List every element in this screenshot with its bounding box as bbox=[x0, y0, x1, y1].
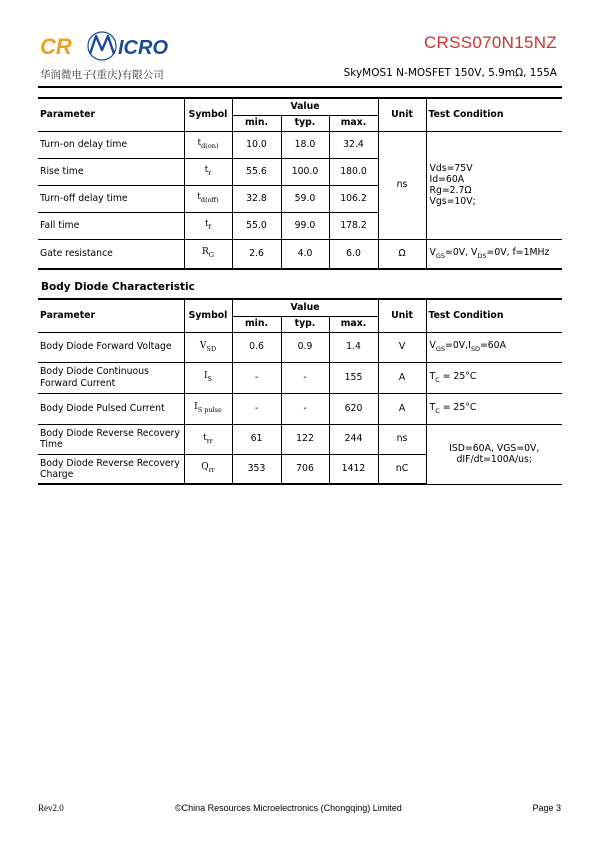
value-max: 1.4 bbox=[329, 332, 378, 362]
unit-cell: Ω bbox=[378, 239, 426, 269]
table-row bbox=[38, 239, 562, 269]
param-name: Body Diode Forward Voltage bbox=[38, 332, 184, 362]
header-typ: typ. bbox=[281, 316, 329, 332]
value-max: 620 bbox=[329, 393, 378, 424]
body-diode-table bbox=[38, 298, 562, 485]
company-logo bbox=[40, 28, 180, 64]
header-max: max. bbox=[329, 316, 378, 332]
table-row bbox=[38, 131, 562, 158]
section-title: Body Diode Characteristic bbox=[41, 281, 195, 293]
value-max: 178.2 bbox=[329, 212, 378, 239]
value-max: 155 bbox=[329, 362, 378, 393]
header-value: Value bbox=[232, 299, 378, 316]
param-name: Rise time bbox=[38, 158, 184, 185]
table-row bbox=[38, 393, 562, 424]
value-max: 32.4 bbox=[329, 131, 378, 158]
test-condition: $V_{GS}=0V,I_{SD}=60A$ bbox=[426, 332, 562, 362]
unit-cell: A bbox=[378, 393, 426, 424]
value-min: 55.0 bbox=[232, 212, 281, 239]
value-typ: 99.0 bbox=[281, 212, 329, 239]
param-symbol: $V_{SD}$ bbox=[184, 332, 232, 362]
part-number: CRSS070N15NZ bbox=[423, 33, 557, 52]
value-typ: 59.0 bbox=[281, 185, 329, 212]
header-min: min. bbox=[232, 115, 281, 131]
unit-cell: A bbox=[378, 362, 426, 393]
param-symbol: $R_G$ bbox=[184, 239, 232, 269]
param-name: Body Diode Reverse Recovery Time bbox=[38, 424, 184, 454]
company-name-cn: 华润微电子(重庆)有限公司 bbox=[40, 69, 164, 81]
param-symbol: $I_{S pulse}$ bbox=[184, 393, 232, 424]
value-typ: 100.0 bbox=[281, 158, 329, 185]
param-name: Body Diode Reverse Recovery Charge bbox=[38, 454, 184, 484]
svg-text:ICRO: ICRO bbox=[118, 37, 168, 59]
header-test-condition: Test Condition bbox=[426, 299, 562, 332]
value-typ: 122 bbox=[281, 424, 329, 454]
value-typ: 18.0 bbox=[281, 131, 329, 158]
param-name: Body Diode Continuous Forward Current bbox=[38, 362, 184, 393]
svg-text:CR: CR bbox=[40, 34, 72, 59]
table-row bbox=[38, 332, 562, 362]
header-unit: Unit bbox=[378, 98, 426, 131]
unit-cell: V bbox=[378, 332, 426, 362]
value-min: 55.6 bbox=[232, 158, 281, 185]
param-symbol: $t_f$ bbox=[184, 212, 232, 239]
table-row bbox=[38, 362, 562, 393]
revision-label: Rev2.0 bbox=[38, 803, 64, 813]
param-name: Fall time bbox=[38, 212, 184, 239]
value-typ: 0.9 bbox=[281, 332, 329, 362]
unit-cell: ns bbox=[378, 131, 426, 239]
param-name: Turn-on delay time bbox=[38, 131, 184, 158]
value-min: 0.6 bbox=[232, 332, 281, 362]
header-test-condition: Test Condition bbox=[426, 98, 562, 131]
value-min: 10.0 bbox=[232, 131, 281, 158]
value-min: - bbox=[232, 393, 281, 424]
value-min: 32.8 bbox=[232, 185, 281, 212]
header-typ: typ. bbox=[281, 115, 329, 131]
header-divider bbox=[38, 86, 562, 88]
value-max: 244 bbox=[329, 424, 378, 454]
value-max: 1412 bbox=[329, 454, 378, 484]
value-max: 106.2 bbox=[329, 185, 378, 212]
unit-cell: ns bbox=[378, 424, 426, 454]
switching-characteristics-table bbox=[38, 97, 562, 270]
page-number: Page 3 bbox=[532, 803, 561, 813]
unit-cell: nC bbox=[378, 454, 426, 484]
test-condition: Vds=75V Id=60A Rg=2.7Ω Vgs=10V; bbox=[426, 131, 562, 239]
param-symbol: $Q_{rr}$ bbox=[184, 454, 232, 484]
value-min: 2.6 bbox=[232, 239, 281, 269]
header-parameter: Parameter bbox=[38, 98, 184, 131]
param-symbol: $t_{d(on)}$ bbox=[184, 131, 232, 158]
test-condition: $T_C = 25^\circ C$ bbox=[426, 362, 562, 393]
device-subtitle: SkyMOS1 N-MOSFET 150V, 5.9mΩ, 155A bbox=[343, 67, 557, 79]
header-value: Value bbox=[232, 98, 378, 115]
param-symbol: $t_r$ bbox=[184, 158, 232, 185]
table-row bbox=[38, 424, 562, 454]
header-symbol: Symbol bbox=[184, 98, 232, 131]
param-name: Body Diode Pulsed Current bbox=[38, 393, 184, 424]
test-condition: ISD=60A, VGS=0V, dIF/dt=100A/us; bbox=[426, 424, 562, 484]
param-symbol: $t_{d(off)}$ bbox=[184, 185, 232, 212]
header-unit: Unit bbox=[378, 299, 426, 332]
value-max: 180.0 bbox=[329, 158, 378, 185]
value-typ: - bbox=[281, 362, 329, 393]
value-min: - bbox=[232, 362, 281, 393]
header-symbol: Symbol bbox=[184, 299, 232, 332]
value-max: 6.0 bbox=[329, 239, 378, 269]
header-max: max. bbox=[329, 115, 378, 131]
logo-emblem-icon bbox=[88, 32, 116, 60]
value-typ: 4.0 bbox=[281, 239, 329, 269]
test-condition: $T_C = 25^\circ C$ bbox=[426, 393, 562, 424]
test-condition: $V_{GS}=0V$, $V_{DS}=0V$, f=1MHz bbox=[426, 239, 562, 269]
header-min: min. bbox=[232, 316, 281, 332]
param-symbol: $t_{rr}$ bbox=[184, 424, 232, 454]
value-min: 61 bbox=[232, 424, 281, 454]
param-name: Gate resistance bbox=[38, 239, 184, 269]
param-symbol: $I_S$ bbox=[184, 362, 232, 393]
value-typ: 706 bbox=[281, 454, 329, 484]
param-name: Turn-off delay time bbox=[38, 185, 184, 212]
value-min: 353 bbox=[232, 454, 281, 484]
copyright-text: ©China Resources Microelectronics (Chongqing) Limited bbox=[175, 803, 402, 813]
value-typ: - bbox=[281, 393, 329, 424]
header-parameter: Parameter bbox=[38, 299, 184, 332]
